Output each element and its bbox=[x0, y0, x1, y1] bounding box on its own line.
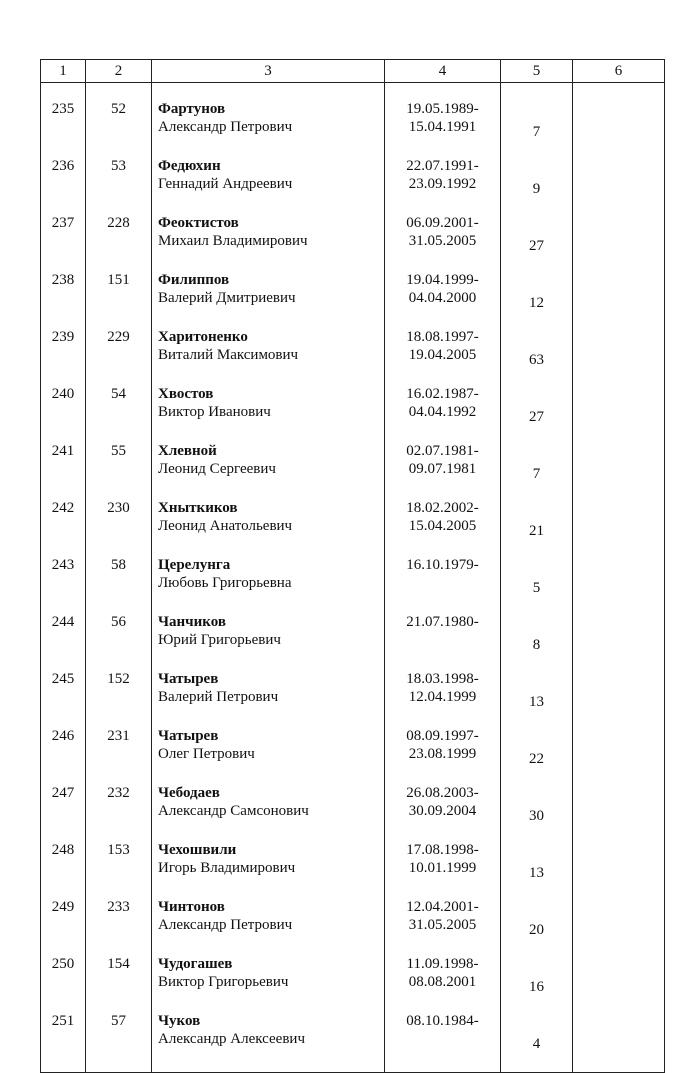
period-cell bbox=[385, 325, 501, 382]
period-from: 19.04.1999- bbox=[406, 272, 479, 288]
record-id-cell: 231 bbox=[86, 724, 152, 781]
count-value: 30 bbox=[529, 808, 544, 824]
note-cell bbox=[573, 895, 665, 952]
period-from: 18.03.1998- bbox=[406, 671, 479, 687]
record-id-cell: 55 bbox=[86, 439, 152, 496]
period-from: 12.04.2001- bbox=[406, 899, 479, 915]
given-names: Валерий Петрович bbox=[158, 689, 279, 705]
period-to: 15.04.2005 bbox=[408, 518, 477, 534]
surname: Фартунов bbox=[158, 101, 226, 117]
period-from: 08.09.1997- bbox=[406, 728, 479, 744]
spacer-cell bbox=[573, 83, 665, 98]
period-to: 19.04.2005 bbox=[408, 347, 477, 363]
count-value: 8 bbox=[532, 637, 541, 653]
count-cell bbox=[501, 325, 573, 382]
header-row bbox=[41, 60, 665, 83]
table-row bbox=[41, 154, 665, 211]
surname: Федюхин bbox=[158, 158, 221, 174]
count-value: 9 bbox=[532, 181, 541, 197]
surname: Чуков bbox=[158, 1013, 201, 1029]
period-to: 23.08.1999 bbox=[408, 746, 477, 762]
table-row bbox=[41, 1009, 665, 1073]
table-row bbox=[41, 838, 665, 895]
note-cell bbox=[573, 97, 665, 154]
count-cell bbox=[501, 838, 573, 895]
count-value: 7 bbox=[532, 124, 541, 140]
count-cell bbox=[501, 496, 573, 553]
row-number-cell: 238 bbox=[41, 268, 86, 325]
record-id-cell: 151 bbox=[86, 268, 152, 325]
record-id-cell: 233 bbox=[86, 895, 152, 952]
count-cell bbox=[501, 781, 573, 838]
note-cell bbox=[573, 952, 665, 1009]
table-row bbox=[41, 325, 665, 382]
count-value: 63 bbox=[529, 352, 544, 368]
surname: Хвостов bbox=[158, 386, 214, 402]
period-to: 12.04.1999 bbox=[408, 689, 477, 705]
period-cell bbox=[385, 439, 501, 496]
note-cell bbox=[573, 439, 665, 496]
person-name-cell bbox=[152, 781, 385, 838]
given-names: Леонид Анатольевич bbox=[158, 518, 293, 534]
surname: Чатырев bbox=[158, 671, 219, 687]
period-from: 02.07.1981- bbox=[406, 443, 479, 459]
period-from: 22.07.1991- bbox=[406, 158, 479, 174]
surname: Харитоненко bbox=[158, 329, 248, 345]
person-name-cell bbox=[152, 553, 385, 610]
period-from: 11.09.1998- bbox=[406, 956, 479, 972]
person-name-cell bbox=[152, 382, 385, 439]
person-name-cell bbox=[152, 724, 385, 781]
row-number-cell: 248 bbox=[41, 838, 86, 895]
count-cell bbox=[501, 439, 573, 496]
table-row bbox=[41, 781, 665, 838]
count-cell bbox=[501, 553, 573, 610]
given-names: Леонид Сергеевич bbox=[158, 461, 276, 477]
row-number-cell: 236 bbox=[41, 154, 86, 211]
period-cell bbox=[385, 97, 501, 154]
period-cell bbox=[385, 667, 501, 724]
count-value: 5 bbox=[532, 580, 541, 596]
record-id-cell: 230 bbox=[86, 496, 152, 553]
count-cell bbox=[501, 382, 573, 439]
period-from: 06.09.2001- bbox=[406, 215, 479, 231]
row-number-cell: 246 bbox=[41, 724, 86, 781]
person-name-cell bbox=[152, 1009, 385, 1073]
row-number-cell: 242 bbox=[41, 496, 86, 553]
given-names: Виктор Григорьевич bbox=[158, 974, 289, 990]
surname: Чатырев bbox=[158, 728, 219, 744]
table-row bbox=[41, 496, 665, 553]
count-cell bbox=[501, 667, 573, 724]
period-cell bbox=[385, 154, 501, 211]
given-names: Геннадий Андреевич bbox=[158, 176, 293, 192]
period-cell bbox=[385, 211, 501, 268]
period-to: 30.09.2004 bbox=[408, 803, 477, 819]
period-to: 23.09.1992 bbox=[408, 176, 477, 192]
table-row bbox=[41, 610, 665, 667]
column-header-5: 5 bbox=[501, 60, 573, 83]
count-value: 16 bbox=[529, 979, 544, 995]
surname: Чинтонов bbox=[158, 899, 225, 915]
note-cell bbox=[573, 781, 665, 838]
person-name-cell bbox=[152, 496, 385, 553]
spacer-cell bbox=[385, 83, 501, 98]
table-header bbox=[41, 60, 665, 83]
count-value: 20 bbox=[529, 922, 544, 938]
note-cell bbox=[573, 724, 665, 781]
person-name-cell bbox=[152, 610, 385, 667]
row-number-cell: 249 bbox=[41, 895, 86, 952]
given-names: Александр Самсонович bbox=[158, 803, 309, 819]
note-cell bbox=[573, 154, 665, 211]
given-names: Олег Петрович bbox=[158, 746, 255, 762]
record-id-cell: 58 bbox=[86, 553, 152, 610]
period-from: 08.10.1984- bbox=[406, 1013, 479, 1029]
spacer-cell bbox=[86, 83, 152, 98]
given-names: Александр Петрович bbox=[158, 917, 293, 933]
given-names: Юрий Григорьевич bbox=[158, 632, 281, 648]
period-from: 18.08.1997- bbox=[406, 329, 479, 345]
column-header-4: 4 bbox=[385, 60, 501, 83]
count-cell bbox=[501, 97, 573, 154]
record-id-cell: 57 bbox=[86, 1009, 152, 1073]
row-number-cell: 237 bbox=[41, 211, 86, 268]
spacer-cell bbox=[41, 83, 86, 98]
given-names: Александр Алексеевич bbox=[158, 1031, 305, 1047]
record-id-cell: 154 bbox=[86, 952, 152, 1009]
given-names: Александр Петрович bbox=[158, 119, 293, 135]
period-cell bbox=[385, 781, 501, 838]
column-header-2: 2 bbox=[86, 60, 152, 83]
given-names: Михаил Владимирович bbox=[158, 233, 308, 249]
table-row bbox=[41, 97, 665, 154]
person-name-cell bbox=[152, 97, 385, 154]
row-number-cell: 235 bbox=[41, 97, 86, 154]
count-cell bbox=[501, 724, 573, 781]
count-cell bbox=[501, 211, 573, 268]
person-name-cell bbox=[152, 211, 385, 268]
period-from: 19.05.1989- bbox=[406, 101, 479, 117]
given-names: Виталий Максимович bbox=[158, 347, 299, 363]
table-body bbox=[41, 83, 665, 1073]
person-name-cell bbox=[152, 838, 385, 895]
given-names: Виктор Иванович bbox=[158, 404, 271, 420]
given-names: Любовь Григорьевна bbox=[158, 575, 292, 591]
spacer-row bbox=[41, 83, 665, 98]
count-value: 12 bbox=[529, 295, 544, 311]
period-to: 15.04.1991 bbox=[408, 119, 477, 135]
person-name-cell bbox=[152, 895, 385, 952]
note-cell bbox=[573, 382, 665, 439]
registry-table bbox=[40, 59, 665, 1073]
surname: Феоктистов bbox=[158, 215, 239, 231]
period-from: 17.08.1998- bbox=[406, 842, 479, 858]
column-header-3: 3 bbox=[152, 60, 385, 83]
count-cell bbox=[501, 952, 573, 1009]
table-row bbox=[41, 211, 665, 268]
note-cell bbox=[573, 838, 665, 895]
column-header-1: 1 bbox=[41, 60, 86, 83]
period-from: 21.07.1980- bbox=[406, 614, 479, 630]
row-number-cell: 251 bbox=[41, 1009, 86, 1073]
given-names: Игорь Владимирович bbox=[158, 860, 296, 876]
table-row bbox=[41, 667, 665, 724]
spacer-cell bbox=[152, 83, 385, 98]
record-id-cell: 229 bbox=[86, 325, 152, 382]
count-value: 13 bbox=[529, 694, 544, 710]
period-from: 18.02.2002- bbox=[406, 500, 479, 516]
person-name-cell bbox=[152, 439, 385, 496]
record-id-cell: 232 bbox=[86, 781, 152, 838]
row-number-cell: 245 bbox=[41, 667, 86, 724]
period-to: 10.01.1999 bbox=[408, 860, 477, 876]
note-cell bbox=[573, 1009, 665, 1073]
surname: Церелунга bbox=[158, 557, 231, 573]
note-cell bbox=[573, 553, 665, 610]
column-header-6: 6 bbox=[573, 60, 665, 83]
row-number-cell: 244 bbox=[41, 610, 86, 667]
surname: Хлевной bbox=[158, 443, 217, 459]
given-names: Валерий Дмитриевич bbox=[158, 290, 296, 306]
record-id-cell: 53 bbox=[86, 154, 152, 211]
table-row bbox=[41, 268, 665, 325]
person-name-cell bbox=[152, 325, 385, 382]
surname: Чехошвили bbox=[158, 842, 237, 858]
person-name-cell bbox=[152, 952, 385, 1009]
period-cell bbox=[385, 1009, 501, 1073]
period-cell bbox=[385, 838, 501, 895]
count-value: 22 bbox=[529, 751, 544, 767]
person-name-cell bbox=[152, 667, 385, 724]
table-row bbox=[41, 382, 665, 439]
period-to: 04.04.2000 bbox=[408, 290, 477, 306]
period-cell bbox=[385, 382, 501, 439]
record-id-cell: 152 bbox=[86, 667, 152, 724]
surname: Филиппов bbox=[158, 272, 230, 288]
record-id-cell: 54 bbox=[86, 382, 152, 439]
count-cell bbox=[501, 610, 573, 667]
period-to: 09.07.1981 bbox=[408, 461, 477, 477]
row-number-cell: 240 bbox=[41, 382, 86, 439]
surname: Чанчиков bbox=[158, 614, 226, 630]
record-id-cell: 56 bbox=[86, 610, 152, 667]
row-number-cell: 243 bbox=[41, 553, 86, 610]
count-value: 13 bbox=[529, 865, 544, 881]
period-cell bbox=[385, 553, 501, 610]
table-row bbox=[41, 895, 665, 952]
row-number-cell: 241 bbox=[41, 439, 86, 496]
table-row bbox=[41, 553, 665, 610]
person-name-cell bbox=[152, 154, 385, 211]
record-id-cell: 153 bbox=[86, 838, 152, 895]
record-id-cell: 228 bbox=[86, 211, 152, 268]
period-cell bbox=[385, 895, 501, 952]
period-from: 16.10.1979- bbox=[406, 557, 479, 573]
period-cell bbox=[385, 952, 501, 1009]
note-cell bbox=[573, 496, 665, 553]
count-cell bbox=[501, 268, 573, 325]
note-cell bbox=[573, 211, 665, 268]
person-name-cell bbox=[152, 268, 385, 325]
surname: Чудогашев bbox=[158, 956, 233, 972]
period-to: 04.04.1992 bbox=[408, 404, 477, 420]
record-id-cell: 52 bbox=[86, 97, 152, 154]
count-cell bbox=[501, 154, 573, 211]
period-cell bbox=[385, 268, 501, 325]
spacer-cell bbox=[501, 83, 573, 98]
count-value: 27 bbox=[529, 238, 544, 254]
table-row bbox=[41, 724, 665, 781]
period-to: 31.05.2005 bbox=[408, 233, 477, 249]
table-row bbox=[41, 439, 665, 496]
row-number-cell: 247 bbox=[41, 781, 86, 838]
count-cell bbox=[501, 1009, 573, 1073]
period-cell bbox=[385, 496, 501, 553]
note-cell bbox=[573, 268, 665, 325]
count-value: 4 bbox=[532, 1036, 541, 1052]
period-to: 31.05.2005 bbox=[408, 917, 477, 933]
note-cell bbox=[573, 610, 665, 667]
count-value: 27 bbox=[529, 409, 544, 425]
period-to: 08.08.2001 bbox=[408, 974, 477, 990]
period-cell bbox=[385, 724, 501, 781]
surname: Хныткиков bbox=[158, 500, 238, 516]
note-cell bbox=[573, 667, 665, 724]
period-from: 16.02.1987- bbox=[406, 386, 479, 402]
count-value: 7 bbox=[532, 466, 541, 482]
table-row bbox=[41, 952, 665, 1009]
count-cell bbox=[501, 895, 573, 952]
period-from: 26.08.2003- bbox=[406, 785, 479, 801]
row-number-cell: 250 bbox=[41, 952, 86, 1009]
note-cell bbox=[573, 325, 665, 382]
surname: Чебодаев bbox=[158, 785, 220, 801]
row-number-cell: 239 bbox=[41, 325, 86, 382]
count-value: 21 bbox=[529, 523, 544, 539]
period-cell bbox=[385, 610, 501, 667]
